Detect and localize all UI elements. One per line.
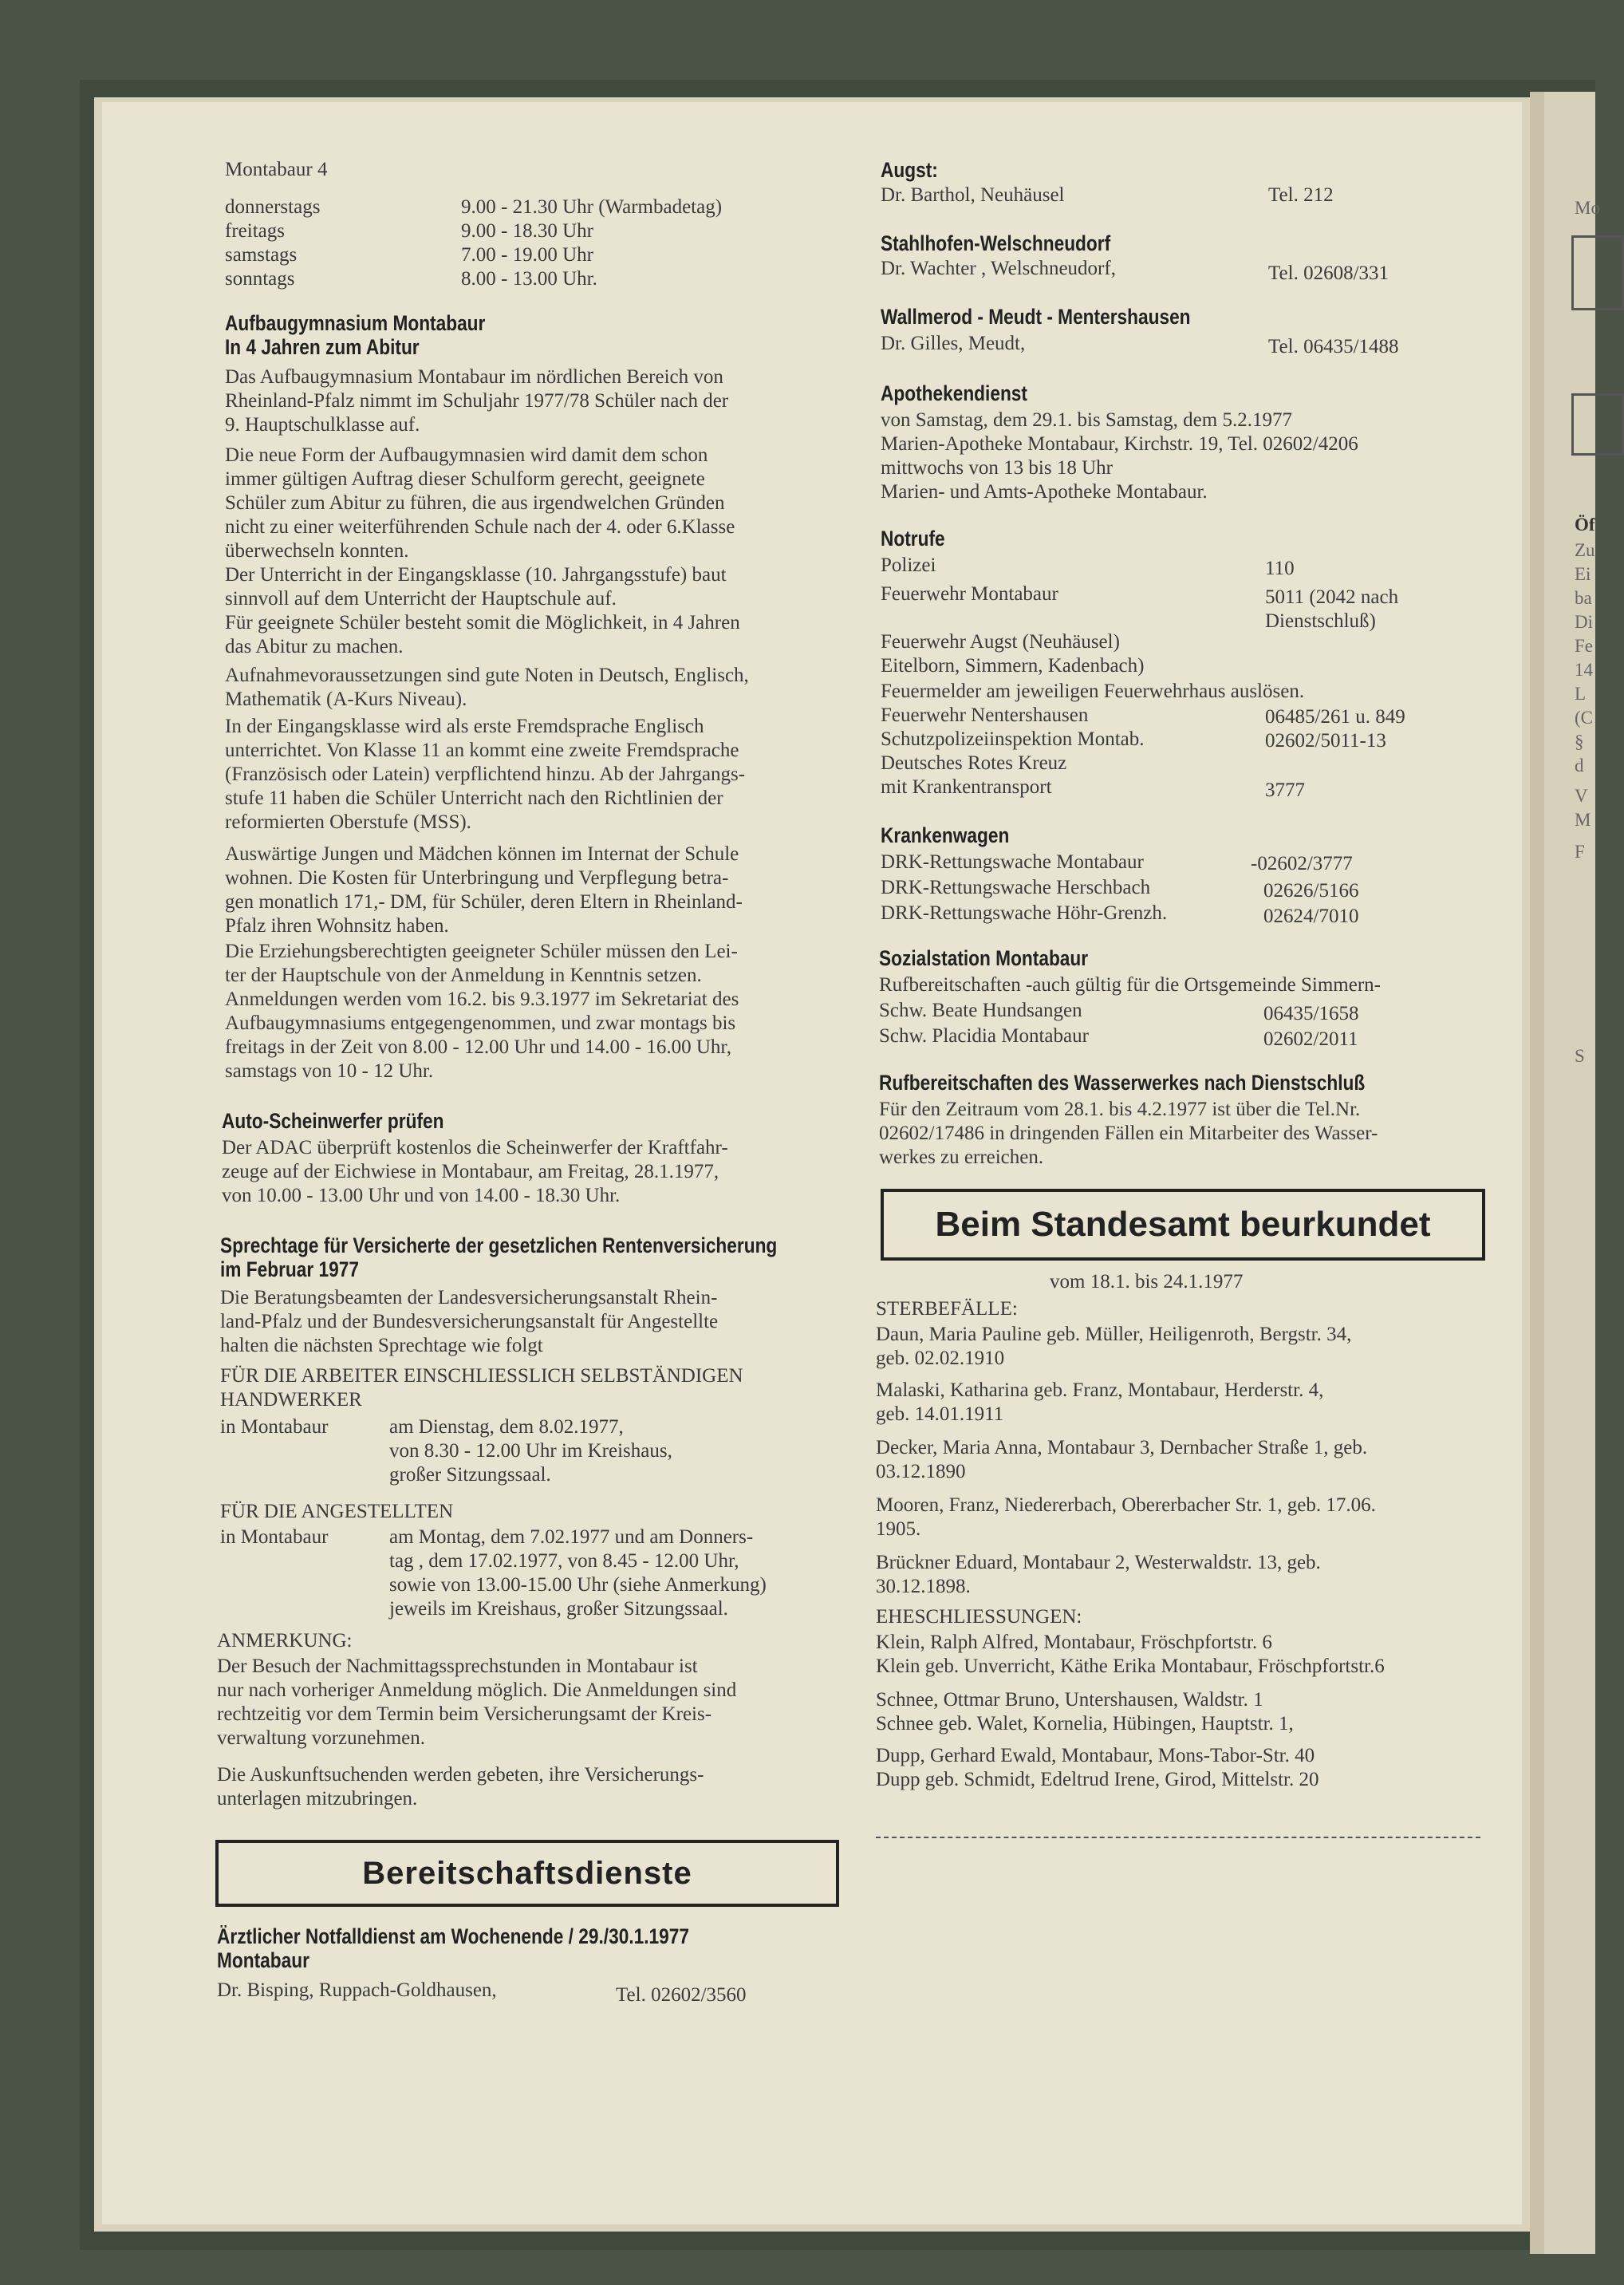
body-line: Rheinland-Pfalz nimmt im Schuljahr 1977/78 Schüler nach der — [225, 390, 729, 412]
notrufe-heading: Notrufe — [881, 527, 945, 551]
body-line: 03.12.1890 — [876, 1461, 966, 1482]
body-line: verwaltung vorzunehmen. — [217, 1727, 426, 1749]
body-line: von 10.00 - 13.00 Uhr und von 14.00 - 18.30 Uhr. — [222, 1185, 621, 1206]
page-header: Montabaur 4 — [225, 159, 328, 180]
body-line: am Dienstag, dem 8.02.1977, — [389, 1416, 624, 1438]
augst-heading: Augst: — [881, 158, 938, 182]
anmerkung-heading: ANMERKUNG: — [217, 1630, 353, 1652]
body-line: land-Pfalz und der Bundesversicherungsanstalt für Angestellte — [220, 1311, 719, 1332]
kranken-name: DRK-Rettungswache Herschbach — [881, 877, 1151, 898]
body-line: Pfalz ihren Wohnsitz haben. — [225, 915, 449, 937]
next-page-fragment: (C — [1575, 708, 1593, 728]
notruf-value: 02602/5011-13 — [1265, 730, 1386, 752]
body-line: Klein, Ralph Alfred, Montabaur, Fröschpfortstr. 6 — [876, 1632, 1272, 1653]
body-line: Malaski, Katharina geb. Franz, Montabaur, Herderstr. 4, — [876, 1379, 1324, 1401]
notfall-tel: Tel. 02602/3560 — [616, 1984, 747, 2006]
next-page-fragment: d — [1575, 756, 1584, 775]
next-page-fragment: M — [1575, 810, 1591, 830]
notruf-name: Feuermelder am jeweiligen Feuerwehrhaus auslösen. — [881, 681, 1305, 702]
body-line: Dupp geb. Schmidt, Edeltrud Irene, Girod, Mittelstr. 20 — [876, 1769, 1319, 1790]
body-line: Der Unterricht in der Eingangsklasse (10. Jahrgangsstufe) baut — [225, 564, 727, 586]
next-page-fragment: S — [1575, 1046, 1585, 1066]
notruf-name: Feuerwehr Augst (Neuhäusel) — [881, 631, 1120, 653]
section-divider — [876, 1837, 1480, 1838]
next-page-fragment: Di — [1575, 612, 1593, 632]
next-page-fragment: § — [1575, 732, 1584, 752]
body-line: Mathematik (A-Kurs Niveau). — [225, 689, 467, 710]
body-line: nur nach vorheriger Anmeldung möglich. Die Anmeldungen sind — [217, 1679, 737, 1701]
body-line: Die neue Form der Aufbaugymnasien wird damit dem schon — [225, 444, 708, 466]
body-line: zeuge auf der Eichwiese in Montabaur, am Freitag, 28.1.1977, — [222, 1161, 719, 1182]
next-page-edge — [1530, 92, 1600, 2254]
notruf-value: 5011 (2042 nach — [1265, 586, 1399, 608]
body-line: Die Erziehungsberechtigten geeigneter Schüler müssen den Lei- — [225, 941, 738, 962]
next-page-fragment: ba — [1575, 588, 1592, 608]
body-line: samstags von 10 - 12 Uhr. — [225, 1060, 434, 1082]
sozial-name: Schw. Placidia Montabaur — [879, 1025, 1089, 1047]
angest-heading: FÜR DIE ANGESTELLTEN — [220, 1501, 454, 1522]
stahl-heading: Stahlhofen-Welschneudorf — [881, 231, 1111, 255]
sozial-name: Schw. Beate Hundsangen — [879, 1000, 1082, 1021]
notruf-value: 06485/261 u. 849 — [1265, 706, 1405, 728]
body-line: Aufnahmevoraussetzungen sind gute Noten in Deutsch, Englisch, — [225, 665, 749, 686]
next-page-fragment: L — [1575, 684, 1587, 704]
next-page-fragment: Fe — [1575, 636, 1593, 656]
hours-time: 7.00 - 19.00 Uhr — [461, 244, 593, 266]
page-gutter — [1530, 92, 1544, 2254]
body-line: Dupp, Gerhard Ewald, Montabaur, Mons-Tabor-Str. 40 — [876, 1745, 1315, 1766]
body-line: überwechseln konnten. — [225, 540, 409, 562]
body-line: Der Besuch der Nachmittagssprechstunden in Montabaur ist — [217, 1656, 698, 1677]
augst-doctor: Dr. Barthol, Neuhäusel — [881, 184, 1065, 206]
body-line: unterlagen mitzubringen. — [217, 1788, 418, 1809]
arbeiter-heading: HANDWERKER — [220, 1389, 362, 1411]
standesamt-date: vom 18.1. bis 24.1.1977 — [1050, 1271, 1244, 1292]
body-line: tag , dem 17.02.1977, von 8.45 - 12.00 Uhr, — [389, 1550, 739, 1572]
apo-heading: Apothekendienst — [881, 381, 1027, 405]
next-page-fragment: F — [1575, 842, 1585, 862]
body-line: Anmeldungen werden vom 16.2. bis 9.3.1977 im Sekretariat des — [225, 989, 739, 1010]
body-line: Schnee, Ottmar Bruno, Untershausen, Waldstr. 1 — [876, 1689, 1263, 1711]
next-page-fragment: 14 — [1575, 660, 1593, 680]
kranken-name: DRK-Rettungswache Montabaur — [881, 851, 1144, 873]
kranken-value: -02602/3777 — [1251, 853, 1353, 874]
body-line: 02602/17486 in dringenden Fällen ein Mitarbeiter des Wasser- — [879, 1123, 1378, 1144]
notruf-name: Schutzpolizeiinspektion Montab. — [881, 728, 1145, 750]
body-line: sinnvoll auf dem Unterricht der Hauptschule auf. — [225, 588, 617, 610]
body-line: (Französisch oder Latein) verpflichtend hinzu. Ab der Jahrgangs- — [225, 764, 746, 785]
aufbau-subheading: In 4 Jahren zum Abitur — [225, 335, 420, 359]
hours-day: samstags — [225, 244, 298, 266]
body-line: Brückner Eduard, Montabaur 2, Westerwaldstr. 13, geb. — [876, 1552, 1321, 1573]
arbeiter-place: in Montabaur — [220, 1416, 329, 1438]
body-line: Für den Zeitraum vom 28.1. bis 4.2.1977 ist über die Tel.Nr. — [879, 1099, 1361, 1120]
kranken-value: 02624/7010 — [1263, 906, 1359, 927]
sozial-heading: Sozialstation Montabaur — [879, 946, 1089, 970]
next-page-fragment: V — [1575, 786, 1588, 806]
arbeiter-heading: FÜR DIE ARBEITER EINSCHLIESSLICH SELBSTÄNDIGEN — [220, 1365, 743, 1387]
hours-day: donnerstags — [225, 196, 321, 218]
body-line: Auswärtige Jungen und Mädchen können im Internat der Schule — [225, 843, 739, 865]
stahl-doctor: Dr. Wachter , Welschneudorf, — [881, 258, 1116, 279]
notruf-value: 3777 — [1265, 779, 1305, 801]
hours-time: 9.00 - 18.30 Uhr — [461, 220, 593, 242]
next-page-box — [1571, 235, 1624, 310]
sozial-intro: Rufbereitschaften -auch gültig für die Ortsgemeinde Simmern- — [879, 974, 1381, 996]
body-line: Das Aufbaugymnasium Montabaur im nördlichen Bereich von — [225, 366, 723, 388]
next-page-fragment: Mo — [1575, 198, 1600, 218]
body-line: Klein geb. Unverricht, Käthe Erika Montabaur, Fröschpfortstr.6 — [876, 1656, 1385, 1677]
angest-place: in Montabaur — [220, 1526, 329, 1548]
body-line: halten die nächsten Sprechtage wie folgt — [220, 1335, 543, 1356]
body-line: geb. 14.01.1911 — [876, 1403, 1004, 1425]
sprech-subheading: im Februar 1977 — [220, 1257, 359, 1281]
standesamt-box: Beim Standesamt beurkundet — [881, 1189, 1485, 1261]
body-line: Die Auskunftsuchenden werden gebeten, ihre Versicherungs- — [217, 1764, 704, 1786]
notruf-value: Dienstschluß) — [1265, 610, 1376, 632]
wall-heading: Wallmerod - Meudt - Mentershausen — [881, 305, 1191, 329]
body-line: großer Sitzungssaal. — [389, 1464, 551, 1486]
notfall-doctor: Dr. Bisping, Ruppach-Goldhausen, — [217, 1979, 497, 2001]
body-line: freitags in der Zeit von 8.00 - 12.00 Uhr und 14.00 - 16.00 Uhr, — [225, 1036, 731, 1058]
hours-day: freitags — [225, 220, 285, 242]
body-line: reformierten Oberstufe (MSS). — [225, 811, 471, 833]
body-line: 9. Hauptschulklasse auf. — [225, 414, 420, 436]
sozial-value: 06435/1658 — [1263, 1003, 1359, 1024]
notruf-name: mit Krankentransport — [881, 776, 1052, 798]
ehe-heading: EHESCHLIESSUNGEN: — [876, 1606, 1082, 1628]
body-line: Marien- und Amts-Apotheke Montabaur. — [881, 481, 1208, 503]
body-line: Decker, Maria Anna, Montabaur 3, Dernbacher Straße 1, geb. — [876, 1437, 1368, 1458]
body-line: Die Beratungsbeamten der Landesversicherungsanstalt Rhein- — [220, 1287, 718, 1308]
next-page-fragment: Zu — [1575, 540, 1595, 560]
augst-tel: Tel. 212 — [1268, 184, 1334, 206]
body-line: das Abitur zu machen. — [225, 636, 404, 657]
sprech-heading: Sprechtage für Versicherte der gesetzlichen Rentenversicherung — [220, 1233, 778, 1257]
kranken-name: DRK-Rettungswache Höhr-Grenzh. — [881, 902, 1168, 924]
notruf-name: Eitelborn, Simmern, Kadenbach) — [881, 655, 1145, 677]
notruf-name: Feuerwehr Nentershausen — [881, 704, 1089, 726]
body-line: Schüler zum Abitur zu führen, die aus irgendwelchen Gründen — [225, 492, 725, 514]
body-line: von 8.30 - 12.00 Uhr im Kreishaus, — [389, 1440, 672, 1462]
body-line: Für geeignete Schüler besteht somit die Möglichkeit, in 4 Jahren — [225, 612, 740, 633]
body-line: 30.12.1898. — [876, 1576, 971, 1597]
body-line: Schnee geb. Walet, Kornelia, Hübingen, Hauptstr. 1, — [876, 1713, 1294, 1734]
body-line: Daun, Maria Pauline geb. Müller, Heiligenroth, Bergstr. 34, — [876, 1324, 1352, 1345]
notruf-name: Polizei — [881, 554, 936, 576]
kranken-value: 02626/5166 — [1263, 880, 1359, 902]
body-line: nicht zu einer weiterführenden Schule nach der 4. oder 6.Klasse — [225, 516, 735, 538]
notruf-value: 110 — [1265, 558, 1295, 579]
notruf-name: Feuerwehr Montabaur — [881, 583, 1058, 605]
body-line: von Samstag, dem 29.1. bis Samstag, dem 5.2.1977 — [881, 409, 1292, 431]
body-line: In der Eingangsklasse wird als erste Fremdsprache Englisch — [225, 716, 704, 737]
body-line: sowie von 13.00-15.00 Uhr (siehe Anmerkung) — [389, 1574, 767, 1596]
stahl-tel: Tel. 02608/331 — [1268, 262, 1389, 284]
hours-day: sonntags — [225, 268, 295, 290]
body-line: geb. 02.02.1910 — [876, 1348, 1005, 1369]
hours-time: 8.00 - 13.00 Uhr. — [461, 268, 597, 290]
next-page-box — [1571, 393, 1624, 456]
body-line: Der ADAC überprüft kostenlos die Scheinwerfer der Kraftfahr- — [222, 1137, 728, 1158]
body-line: rechtzeitig vor dem Termin beim Versicherungsamt der Kreis- — [217, 1703, 712, 1725]
bereitschaft-box: Bereitschaftsdienste — [215, 1840, 839, 1907]
body-line: am Montag, dem 7.02.1977 und am Donners- — [389, 1526, 754, 1548]
document-page — [102, 102, 1522, 2224]
sozial-value: 02602/2011 — [1263, 1028, 1358, 1050]
notruf-name: Deutsches Rotes Kreuz — [881, 752, 1067, 774]
body-line: mittwochs von 13 bis 18 Uhr — [881, 457, 1113, 479]
next-page-fragment: Ei — [1575, 564, 1591, 584]
body-line: Mooren, Franz, Niedererbach, Obererbacher Str. 1, geb. 17.06. — [876, 1494, 1376, 1516]
body-line: 1905. — [876, 1518, 921, 1540]
body-line: Aufbaugymnasiums entgegengenommen, und zwar montags bis — [225, 1012, 736, 1034]
hours-time: 9.00 - 21.30 Uhr (Warmbadetag) — [461, 196, 723, 218]
kranken-heading: Krankenwagen — [881, 823, 1010, 847]
aufbau-heading: Aufbaugymnasium Montabaur — [225, 311, 486, 335]
notfall-subheading: Montabaur — [217, 1948, 309, 1972]
body-line: werkes zu erreichen. — [879, 1146, 1044, 1168]
body-line: Marien-Apotheke Montabaur, Kirchstr. 19, Tel. 02602/4206 — [881, 433, 1358, 455]
sterbe-heading: STERBEFÄLLE: — [876, 1298, 1018, 1320]
notfall-heading: Ärztlicher Notfalldienst am Wochenende / 29./30.1.1977 — [217, 1924, 689, 1948]
body-line: unterrichtet. Von Klasse 11 an kommt eine zweite Fremdsprache — [225, 740, 739, 761]
body-line: ter der Hauptschule von der Anmeldung in Kenntnis setzen. — [225, 965, 702, 986]
body-line: wohnen. Die Kosten für Unterbringung und Verpflegung betra- — [225, 867, 729, 889]
body-line: jeweils im Kreishaus, großer Sitzungssaal. — [389, 1598, 728, 1620]
wall-tel: Tel. 06435/1488 — [1268, 336, 1399, 357]
body-line: gen monatlich 171,- DM, für Schüler, deren Eltern in Rheinland- — [225, 891, 743, 913]
ruf-heading: Rufbereitschaften des Wasserwerkes nach Dienstschluß — [879, 1071, 1366, 1095]
body-line: immer gültigen Auftrag dieser Schulform gerecht, geeignete — [225, 468, 705, 490]
next-page-fragment: Öf — [1575, 515, 1595, 535]
wall-doctor: Dr. Gilles, Meudt, — [881, 333, 1026, 354]
auto-heading: Auto-Scheinwerfer prüfen — [222, 1109, 444, 1133]
body-line: stufe 11 haben die Schüler Unterricht nach den Richtlinien der — [225, 787, 723, 809]
